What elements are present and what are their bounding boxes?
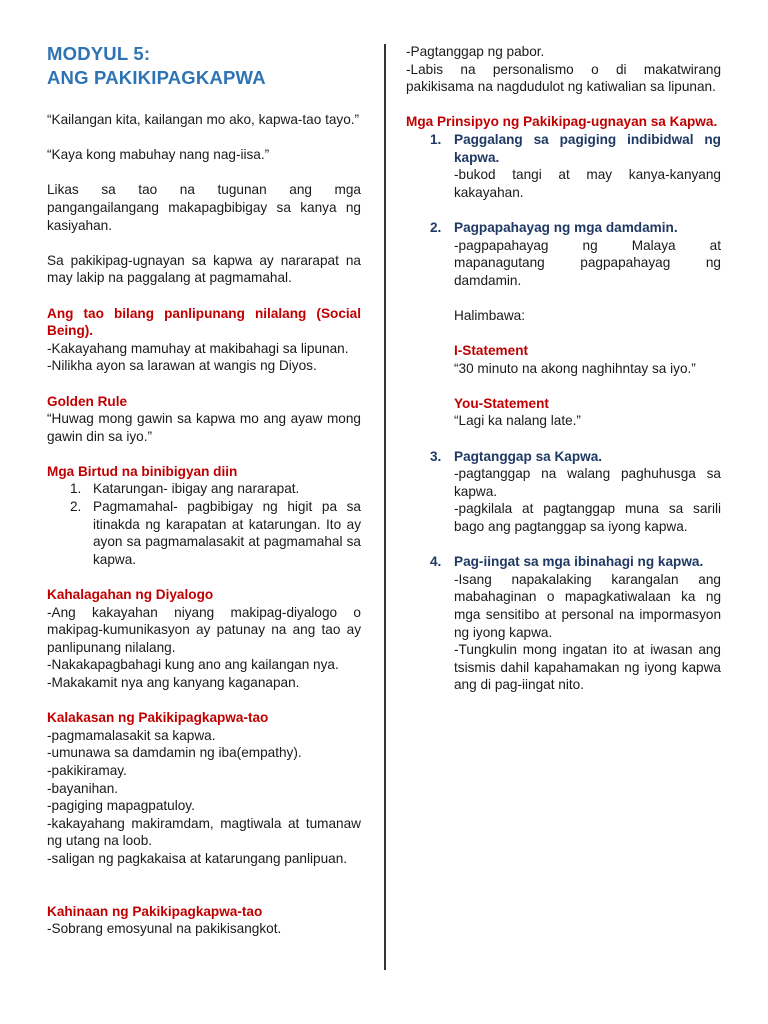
you-statement-label: You-Statement [454,395,549,411]
quote-mabuhay: “Kaya kong mabuhay nang nag-iisa.” [47,147,270,163]
list-number: 4. [430,554,442,570]
paragraph-pakikipag-ugnayan: Sa pakikipag-ugnayan sa kapwa ay nararapat na may lakip na paggalang at pagmamahal. [47,252,361,286]
kalakasan-line: -umunawa sa damdamin ng iba(empathy). [47,745,302,761]
prinsipyo-line: -Tungkulin mong ingatan ito at iwasan ang tsismis dahil kapahamakan ng iyong kapwa ang di pag-iingat nito. [454,642,721,693]
prinsipyo-title: Paggalang sa pagiging indibidwal ng kapwa. [454,131,721,165]
list-number: 2. [70,499,82,515]
module-number: MODYUL 5: [47,43,151,64]
social-being-line: -Nilikha ayon sa larawan at wangis ng Diyos. [47,358,317,374]
kahinaan-line: -Sobrang emosyunal na pakikisangkot. [47,921,282,937]
quote-kailangan: “Kailangan kita, kailangan mo ako, kapwa-tao tayo.” [47,112,360,127]
prinsipyo-line: -pagtanggap na walang paghuhusga sa kapwa. [454,466,721,499]
column-divider [384,44,386,970]
birtud-heading: Mga Birtud na binibigyan diin [47,463,238,479]
kahinaan-line: -Pagtanggap ng pabor. [406,44,545,59]
kalakasan-heading: Kalakasan ng Pakikipagkapwa-tao [47,710,269,726]
list-item [406,219,721,430]
kalakasan-line: -pagmamalasakit sa kapwa. [47,727,216,743]
list-text: Pagmamahal- pagbibigay ng higit pa sa itinakda ng karapatan at katarungan. Ito ay ayon sa pagmamalasakit at pagmamahal sa kapwa. [93,499,361,567]
prinsipyo-line: -pagpapahayag ng Malaya at mapanagutang pagpapahayag ng damdamin. [454,237,721,288]
i-statement-text: “30 minuto na akong naghihntay sa iyo.” [454,360,696,376]
diyalogo-line: -Ang kakayahan niyang makipag-diyalogo o makipag-kumunikasyon ay patunay na ang tao ay panlipunang nilalang. [47,604,361,655]
list-item [47,498,361,568]
prinsipyo-line: -bukod tangi at may kanya-kanyang kakayahan. [454,167,721,200]
you-statement-text: “Lagi ka nalang late.” [454,413,581,429]
prinsipyo-title: Pagtanggap sa Kapwa. [454,448,603,464]
paragraph-likas: Likas sa tao na tugunan ang mga pangangailangang makapagbibigay sa kanya ng kasiyahan. [47,182,361,233]
module-title [47,42,361,90]
social-being-heading: Ang tao bilang panlipunang nilalang (Social Being). [47,305,361,339]
kalakasan-line: -kakayahang makiramdam, magtiwala at tumanaw ng utang na loob. [47,815,361,849]
module-name: ANG PAKIKIPAGKAPWA [47,67,266,88]
birtud-list [47,480,361,568]
list-item [406,131,721,201]
prinsipyo-list [406,131,721,694]
social-being-line: -Kakayahang mamuhay at makibahagi sa lipunan. [47,340,349,356]
example-label: Halimbawa: [454,307,526,323]
golden-rule-heading: Golden Rule [47,393,128,409]
list-number: 1. [430,131,442,147]
prinsipyo-title: Pagpapahayag ng mga damdamin. [454,219,678,235]
diyalogo-line: -Nakakapagbahagi kung ano ang kailangan nya. [47,657,339,673]
prinsipyo-title: Pag-iingat sa mga ibinahagi ng kapwa. [454,554,704,570]
kalakasan-line: -pagiging mapagpatuloy. [47,798,195,814]
prinsipyo-line: -Isang napakalaking karangalan ang mabahaginan o mapagkatiwalaan ka ng mga sensitibo at personal na impormasyon ng iyong kapwa. [454,571,721,640]
golden-rule-text: “Huwag mong gawin sa kapwa mo ang ayaw mong gawin din sa iyo.” [47,411,361,444]
prinsipyo-heading: Mga Prinsipyo ng Pakikipag-ugnayan sa Kapwa. [406,114,718,130]
right-column [406,43,721,694]
kahinaan-heading: Kahinaan ng Pakikipagkapwa-tao [47,903,263,919]
left-column [47,42,361,938]
i-statement-label: I-Statement [454,343,529,359]
list-text: Katarungan- ibigay ang nararapat. [93,481,300,497]
list-number: 2. [430,219,442,235]
diyalogo-heading: Kahalagahan ng Diyalogo [47,587,214,603]
kalakasan-line: -saligan ng pagkakaisa at katarungang panlipuan. [47,850,348,866]
diyalogo-line: -Makakamit nya ang kanyang kaganapan. [47,675,300,690]
list-item [406,553,721,694]
kalakasan-line: -pakikiramay. [47,762,127,778]
list-item [406,448,721,536]
prinsipyo-line: -pagkilala at pagtanggap muna sa sarili bago ang pagtanggap sa iyong kapwa. [454,501,721,535]
kalakasan-line: -bayanihan. [47,780,119,796]
list-number: 1. [70,481,82,497]
list-item [47,480,361,498]
kahinaan-line: -Labis na personalismo o di makatwirang pakikisama na nagdudulot ng katiwalian sa lipunan. [406,61,721,95]
list-number: 3. [430,448,442,464]
